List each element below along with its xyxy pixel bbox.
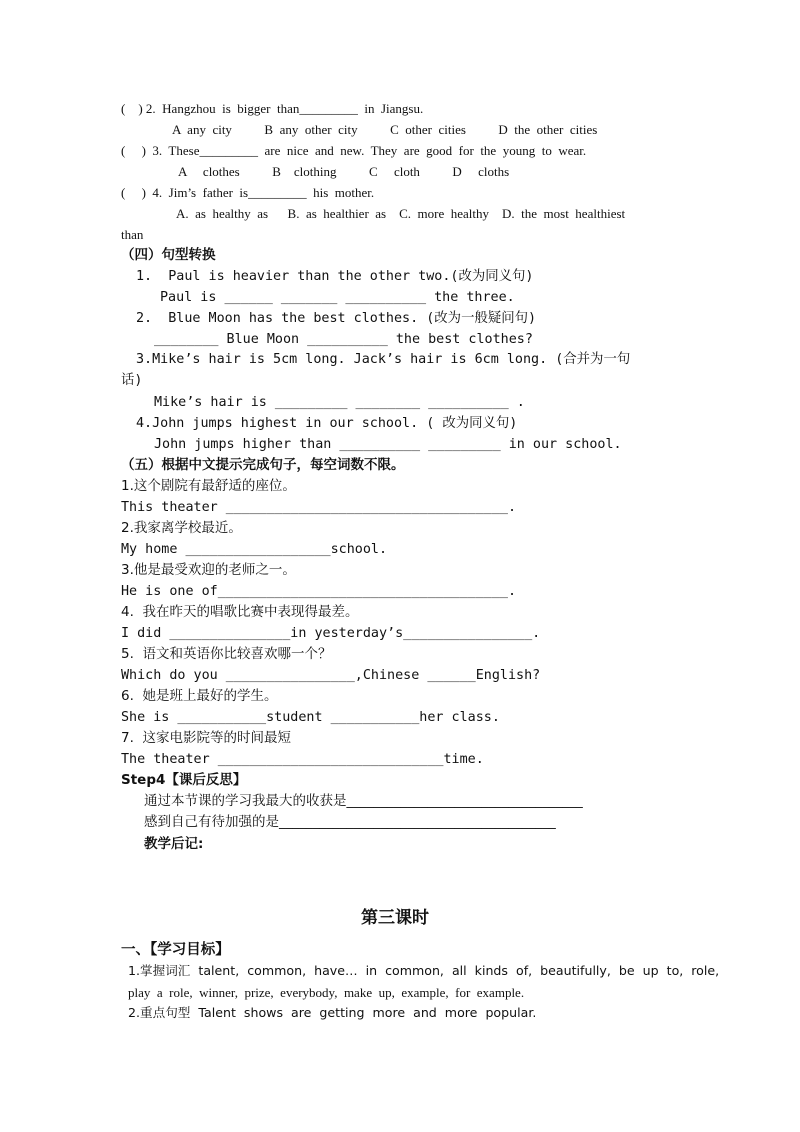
question-3: ( ) 3. These_________ are nice and new. They are good for the young to wear.	[121, 143, 587, 158]
complete-answer-line: He is one of____________________________________.	[121, 584, 517, 599]
goal-vocabulary-line1: 1.掌握词汇 talent, common, have… in common, all kinds of, beautifully, be up to, role,	[128, 963, 720, 978]
complete-prompt: 3.他是最受欢迎的老师之一。	[121, 562, 296, 578]
question-4: ( ) 4. Jim’s father is_________ his mother.	[121, 185, 375, 200]
transform-answer-line: John jumps higher than __________ _________ in our school.	[154, 437, 622, 452]
transform-item: 3.Mike’s hair is 5cm long. Jack’s hair is 6cm long. (合并为一句	[136, 352, 631, 367]
transform-answer-line: ________ Blue Moon __________ the best clothes?	[154, 332, 533, 347]
transform-item: 1. Paul is heavier than the other two.(改为同义句)	[136, 269, 534, 284]
transform-item: 2. Blue Moon has the best clothes. (改为一般疑问句)	[136, 311, 537, 326]
complete-answer-line: This theater ___________________________________.	[121, 500, 517, 515]
lesson-title: 第三课时	[361, 908, 429, 928]
section-heading-complete: （五）根据中文提示完成句子，每空词数不限。	[121, 457, 405, 473]
complete-answer-line: I did _______________in yesterday’s________________.	[121, 626, 541, 641]
complete-prompt: 4. 我在昨天的唱歌比赛中表现得最差。	[121, 604, 359, 620]
complete-answer-line: She is ___________student ___________her class.	[121, 710, 500, 725]
complete-prompt: 7. 这家电影院等的时间最短	[121, 730, 291, 746]
question-3-options: A clothes B clothing C cloth D cloths	[178, 164, 510, 179]
step4-heading: Step4【课后反思】	[121, 772, 247, 788]
goal-sentence-pattern: 2.重点句型 Talent shows are getting more and more popular.	[128, 1005, 537, 1020]
complete-prompt: 1.这个剧院有最舒适的座位。	[121, 478, 296, 494]
complete-answer-line: Which do you ________________,Chinese ______English?	[121, 668, 541, 683]
learning-goals-heading: 一、【学习目标】	[121, 942, 230, 958]
question-2: ( ) 2. Hangzhou is bigger than_________ in Jiangsu.	[121, 101, 424, 116]
transform-answer-line: Paul is ______ _______ __________ the three.	[160, 290, 515, 305]
complete-answer-line: The theater ____________________________time.	[121, 752, 484, 767]
transform-answer-line: Mike’s hair is _________ ________ __________ .	[154, 395, 525, 410]
transform-item: 4.John jumps highest in our school. ( 改为同义句)	[136, 416, 518, 431]
transform-item-wrap: 话)	[121, 373, 143, 388]
reflection-gain-line: 通过本节课的学习我最大的收获是___________________________________	[144, 793, 583, 809]
section-heading-transform: （四）句型转换	[121, 247, 216, 263]
complete-answer-line: My home __________________school.	[121, 542, 388, 557]
complete-prompt: 5. 语文和英语你比较喜欢哪一个？	[121, 646, 332, 662]
question-2-options: A any city B any other city C other cities D the other cities	[172, 122, 598, 137]
question-4-wrap: than	[121, 227, 144, 242]
goal-vocabulary-line2: play a role, winner, prize, everybody, make up, example, for example.	[128, 985, 525, 1000]
question-4-options: A. as healthy as B. as healthier as C. more healthy D. the most healthiest	[176, 206, 626, 221]
teaching-notes-label: 教学后记:	[144, 836, 204, 852]
complete-prompt: 6. 她是班上最好的学生。	[121, 688, 278, 704]
reflection-improve-line: 感到自己有待加强的是_________________________________________	[144, 814, 556, 830]
complete-prompt: 2.我家离学校最近。	[121, 520, 242, 536]
